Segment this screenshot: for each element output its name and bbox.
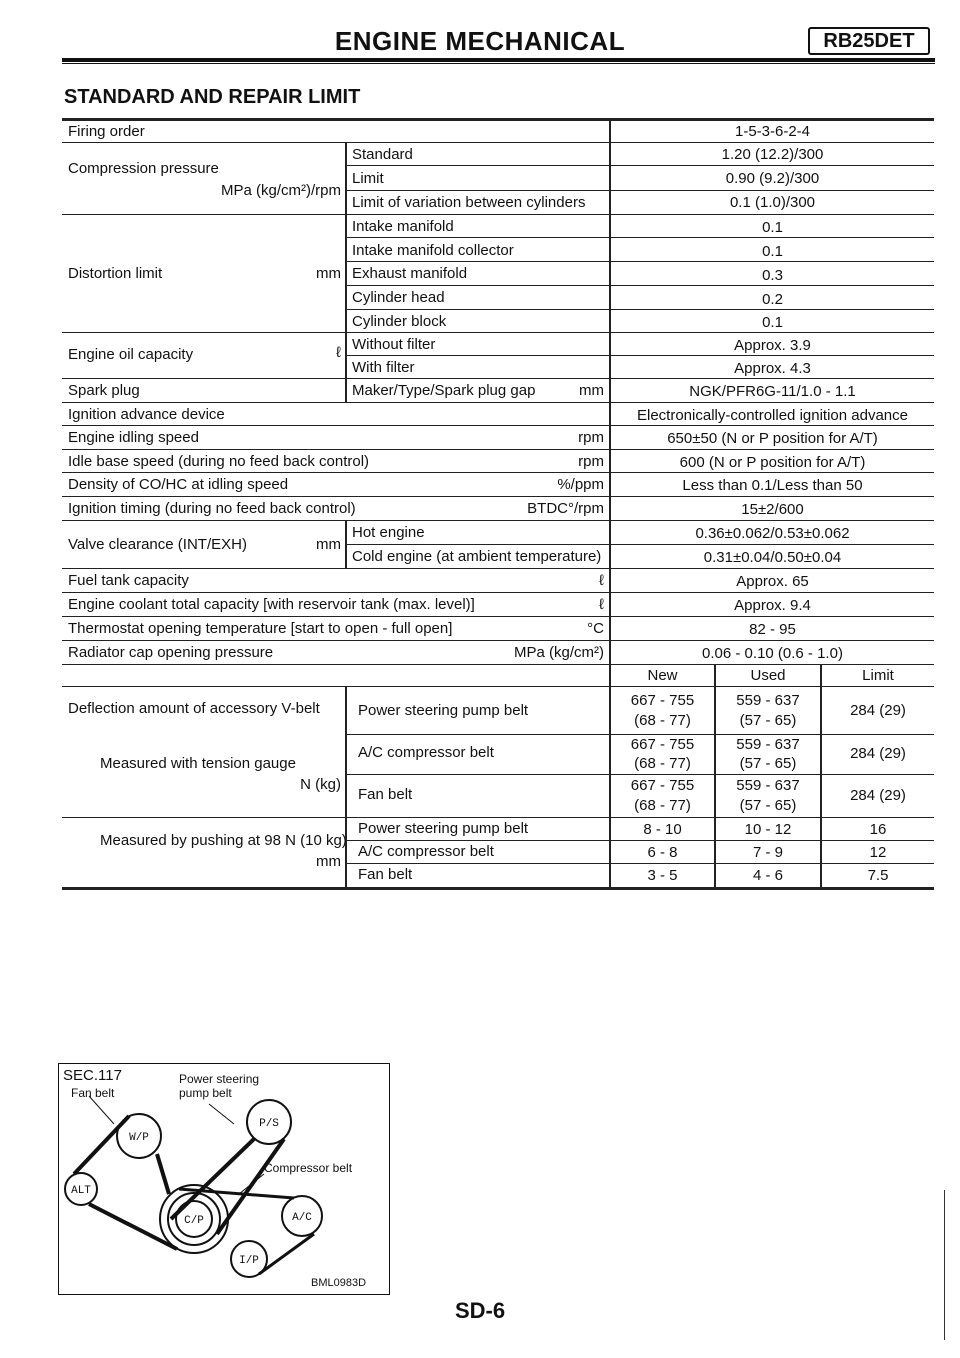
label-compression-pressure: Compression pressure bbox=[68, 160, 219, 177]
row-rule bbox=[62, 214, 934, 215]
row-rule bbox=[62, 686, 934, 687]
row-rule bbox=[62, 472, 934, 473]
cell-limit: 284 (29) bbox=[850, 745, 906, 762]
cell-used: (57 - 65) bbox=[739, 755, 797, 772]
label-compression-unit: MPa (kg/cm²)/rpm bbox=[221, 182, 341, 199]
sublabel-divider bbox=[345, 378, 347, 402]
label-limit: Limit bbox=[352, 170, 384, 187]
sublabel-divider bbox=[345, 214, 347, 332]
label-radiator-cap: Radiator cap opening pressure bbox=[68, 644, 274, 661]
row-rule bbox=[346, 774, 934, 775]
row-rule bbox=[346, 309, 934, 310]
row-rule bbox=[346, 840, 934, 841]
label-tension-unit: N (kg) bbox=[300, 776, 341, 793]
cell-new: (68 - 77) bbox=[634, 797, 691, 814]
belt-ac-compressor: A/C compressor belt bbox=[358, 744, 494, 761]
engine-code-badge: RB25DET bbox=[808, 27, 930, 55]
sublabel-divider bbox=[345, 686, 347, 888]
label-measured-tension: Measured with tension gauge bbox=[100, 755, 296, 772]
belt-fan: Fan belt bbox=[358, 866, 413, 883]
label-oil-unit: ℓ bbox=[336, 344, 341, 361]
label-distortion-limit: Distortion limit bbox=[68, 265, 163, 282]
value-ignition-timing: 15±2/600 bbox=[741, 501, 804, 518]
cell-limit: 12 bbox=[869, 844, 887, 861]
label-spark-plug: Spark plug bbox=[68, 382, 140, 399]
value-without-filter: Approx. 3.9 bbox=[734, 337, 811, 354]
value-radiator-cap: 0.06 - 0.10 (0.6 - 1.0) bbox=[702, 645, 843, 662]
label-intake-manifold-collector: Intake manifold collector bbox=[352, 242, 514, 259]
value-intake-manifold: 0.1 bbox=[762, 219, 783, 236]
row-rule bbox=[346, 544, 934, 545]
value-engine-idling-speed: 650±50 (N or P position for A/T) bbox=[667, 430, 878, 447]
value-valve-cold: 0.31±0.04/0.50±0.04 bbox=[703, 549, 842, 566]
value-exhaust-manifold: 0.3 bbox=[762, 267, 783, 284]
value-compression-standard: 1.20 (12.2)/300 bbox=[721, 146, 824, 163]
page-header-title: ENGINE MECHANICAL bbox=[334, 26, 626, 56]
pulley-label: W/P bbox=[129, 1132, 149, 1144]
header-limit: Limit bbox=[862, 667, 894, 684]
label-fuel-unit: ℓ bbox=[599, 572, 604, 589]
label-distortion-unit: mm bbox=[316, 265, 341, 282]
row-rule bbox=[62, 332, 934, 333]
row-rule bbox=[346, 237, 934, 238]
label-cylinder-block: Cylinder block bbox=[352, 313, 447, 330]
label-valve-clearance: Valve clearance (INT/EXH) bbox=[68, 536, 247, 553]
belt-power-steering: Power steering pump belt bbox=[358, 820, 529, 837]
cell-new: 6 - 8 bbox=[647, 844, 678, 861]
scan-edge-line bbox=[944, 1190, 945, 1340]
diagram-label-compressor-belt: Compressor belt bbox=[264, 1161, 353, 1175]
label-cylinder-head: Cylinder head bbox=[352, 289, 445, 306]
row-rule bbox=[62, 568, 934, 569]
cell-used: (57 - 65) bbox=[739, 797, 797, 814]
label-spark-plug-unit: mm bbox=[579, 382, 604, 399]
value-cylinder-head: 0.2 bbox=[762, 291, 783, 308]
row-rule bbox=[62, 640, 934, 641]
cell-new: (68 - 77) bbox=[634, 712, 691, 729]
value-idle-base-speed: 600 (N or P position for A/T) bbox=[679, 454, 866, 471]
belt-ac-compressor: A/C compressor belt bbox=[358, 843, 494, 860]
row-rule bbox=[62, 592, 934, 593]
label-thermostat: Thermostat opening temperature [start to open - full open] bbox=[68, 620, 453, 637]
label-spark-plug-detail: Maker/Type/Spark plug gap bbox=[352, 382, 536, 399]
cell-new: 3 - 5 bbox=[647, 867, 678, 884]
pulley-label: P/S bbox=[259, 1118, 279, 1130]
label-intake-manifold: Intake manifold bbox=[352, 218, 454, 235]
header-used: Used bbox=[750, 667, 786, 684]
label-valve-unit: mm bbox=[316, 536, 341, 553]
label-density-co-hc: Density of CO/HC at idling speed bbox=[68, 476, 289, 493]
label-idling-unit: rpm bbox=[578, 429, 604, 446]
row-rule bbox=[62, 817, 934, 818]
header-rule-thin bbox=[62, 63, 935, 64]
sublabel-divider bbox=[345, 142, 347, 214]
cell-used: (57 - 65) bbox=[739, 712, 797, 729]
value-valve-hot: 0.36±0.062/0.53±0.062 bbox=[695, 525, 850, 542]
label-standard: Standard bbox=[352, 146, 413, 163]
cell-limit: 16 bbox=[869, 821, 887, 838]
row-rule bbox=[346, 355, 934, 356]
label-density-unit: %/ppm bbox=[557, 476, 604, 493]
value-coolant: Approx. 9.4 bbox=[734, 597, 811, 614]
label-cold-engine: Cold engine (at ambient temperature) bbox=[352, 548, 602, 565]
cell-used: 4 - 6 bbox=[752, 867, 783, 884]
label-deflection: Deflection amount of accessory V-belt bbox=[68, 700, 320, 717]
row-rule bbox=[346, 285, 934, 286]
pulley-label: I/P bbox=[239, 1255, 259, 1267]
header-rule bbox=[62, 58, 935, 62]
row-rule bbox=[62, 616, 934, 617]
cell-used: 7 - 9 bbox=[752, 844, 783, 861]
row-rule bbox=[346, 261, 934, 262]
row-rule bbox=[62, 378, 934, 379]
label-coolant-capacity: Engine coolant total capacity [with reservoir tank (max. level)] bbox=[68, 596, 475, 613]
cell-used: 559 - 637 bbox=[736, 736, 800, 753]
value-compression-limit: 0.90 (9.2)/300 bbox=[725, 170, 820, 187]
label-firing-order: Firing order bbox=[68, 123, 145, 140]
value-cylinder-block: 0.1 bbox=[762, 314, 783, 331]
cell-new: 667 - 755 bbox=[630, 692, 695, 709]
label-with-filter: With filter bbox=[352, 359, 415, 376]
label-coolant-unit: ℓ bbox=[599, 596, 604, 613]
row-rule bbox=[62, 142, 934, 143]
cell-used: 559 - 637 bbox=[736, 777, 800, 794]
label-engine-idling-speed: Engine idling speed bbox=[68, 429, 199, 446]
belt-fan: Fan belt bbox=[358, 786, 413, 803]
cell-used: 10 - 12 bbox=[744, 821, 792, 838]
diagram-label-power-steering: Power steering bbox=[179, 1072, 260, 1086]
diagram-label-fan-belt: Fan belt bbox=[71, 1086, 115, 1100]
label-engine-oil-capacity: Engine oil capacity bbox=[68, 346, 194, 363]
row-rule bbox=[346, 863, 934, 864]
row-rule bbox=[62, 449, 934, 450]
row-rule bbox=[62, 520, 934, 521]
row-rule bbox=[346, 734, 934, 735]
label-radiator-unit: MPa (kg/cm²) bbox=[514, 644, 604, 661]
belt-power-steering: Power steering pump belt bbox=[358, 702, 529, 719]
diagram-label-pump-belt: pump belt bbox=[179, 1086, 232, 1100]
label-without-filter: Without filter bbox=[352, 336, 436, 353]
label-measured-pushing: Measured by pushing at 98 N (10 kg) bbox=[100, 832, 347, 849]
row-rule bbox=[62, 425, 934, 426]
section-title: STANDARD AND REPAIR LIMIT bbox=[64, 86, 361, 108]
leader-lines bbox=[89, 1096, 264, 1194]
row-rule bbox=[346, 190, 934, 191]
table-bottom-rule bbox=[62, 887, 934, 890]
cell-used: 559 - 637 bbox=[736, 692, 800, 709]
value-compression-variation: 0.1 (1.0)/300 bbox=[729, 194, 816, 211]
value-intake-manifold-collector: 0.1 bbox=[762, 243, 783, 260]
value-density-co-hc: Less than 0.1/Less than 50 bbox=[682, 477, 863, 494]
label-ignition-advance-device: Ignition advance device bbox=[68, 406, 225, 423]
cell-limit: 7.5 bbox=[867, 867, 889, 884]
label-ignition-timing: Ignition timing (during no feed back control) bbox=[68, 500, 356, 517]
label-pushing-unit: mm bbox=[316, 853, 341, 870]
value-fuel-tank: Approx. 65 bbox=[736, 573, 809, 590]
row-rule bbox=[62, 402, 934, 403]
page-number: SD-6 bbox=[454, 1298, 506, 1323]
diagram-figure-code: BML0983D bbox=[311, 1277, 367, 1289]
cell-new: 8 - 10 bbox=[643, 821, 682, 838]
label-fuel-tank-capacity: Fuel tank capacity bbox=[68, 572, 189, 589]
row-rule bbox=[62, 496, 934, 497]
belt-layout-diagram bbox=[58, 1063, 390, 1295]
label-exhaust-manifold: Exhaust manifold bbox=[352, 265, 468, 282]
cell-new: (68 - 77) bbox=[634, 755, 691, 772]
pulley-label: ALT bbox=[71, 1185, 91, 1197]
cell-limit: 284 (29) bbox=[850, 787, 906, 804]
pulley-label: A/C bbox=[292, 1212, 312, 1224]
value-ignition-advance-device: Electronically-controlled ignition advance bbox=[637, 407, 908, 424]
label-idle-base-unit: rpm bbox=[578, 453, 604, 470]
cell-new: 667 - 755 bbox=[630, 736, 695, 753]
label-hot-engine: Hot engine bbox=[352, 524, 425, 541]
value-with-filter: Approx. 4.3 bbox=[734, 360, 811, 377]
value-spark-plug: NGK/PFR6G-11/1.0 - 1.1 bbox=[689, 383, 856, 400]
cell-new: 667 - 755 bbox=[630, 777, 695, 794]
row-rule bbox=[62, 664, 934, 665]
label-thermostat-unit: °C bbox=[587, 620, 604, 637]
diagram-section-code: SEC.117 bbox=[63, 1067, 122, 1084]
value-firing-order: 1-5-3-6-2-4 bbox=[734, 123, 811, 140]
row-rule bbox=[346, 165, 934, 166]
header-new: New bbox=[647, 667, 678, 684]
label-ignition-timing-unit: BTDC°/rpm bbox=[527, 500, 604, 517]
label-idle-base-speed: Idle base speed (during no feed back control) bbox=[68, 453, 370, 470]
label-limit-variation: Limit of variation between cylinders bbox=[352, 194, 586, 211]
pulley-label: C/P bbox=[184, 1215, 204, 1227]
table-top-rule bbox=[62, 118, 934, 121]
value-thermostat: 82 - 95 bbox=[749, 621, 796, 638]
cell-limit: 284 (29) bbox=[850, 702, 906, 719]
